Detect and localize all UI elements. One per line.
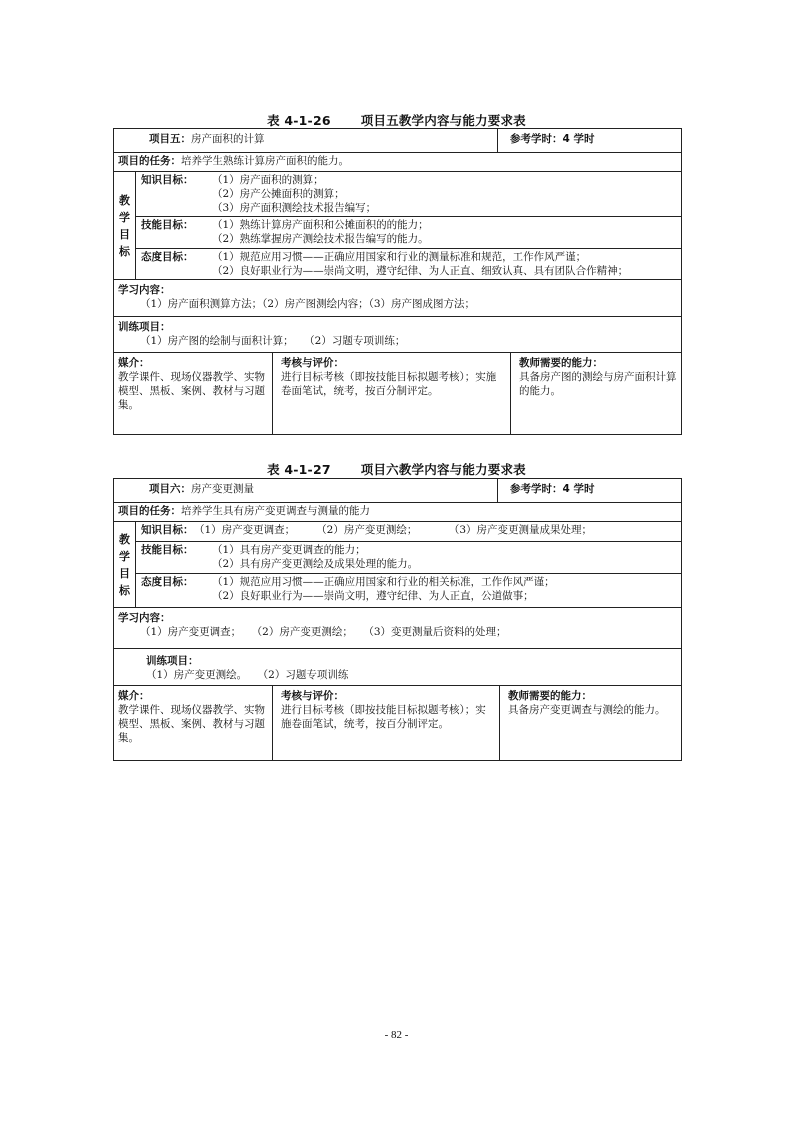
- media-cell: [114, 353, 272, 434]
- content-label: 学习内容：: [118, 284, 171, 296]
- hours-cell: 参考学时：4 学时: [497, 129, 681, 152]
- list-item: （1）房产面积的测算；: [212, 174, 324, 186]
- task-row: [114, 153, 681, 172]
- goals-vertical-label: 教学目标: [114, 522, 136, 607]
- task-label: 项目的任务：: [118, 155, 181, 167]
- list-item: （1）规范应用习惯——正确应用国家和行业的测量标准和规范，工作作风严谨；: [212, 251, 587, 263]
- table-title: 项目五教学内容与能力要求表: [360, 113, 526, 128]
- media-text: 教学课件、现场仪器教学、实物模型、黑板、案例、教材与习题集。: [118, 371, 265, 411]
- eval-label: 考核与评价：: [281, 690, 344, 702]
- goals-vertical-label: 教学目标: [114, 172, 136, 279]
- table-caption: [0, 460, 793, 478]
- skill-items: [212, 542, 681, 573]
- media-label: 媒介：: [118, 357, 150, 369]
- list-item: （2）具有房产变更测绘及成果处理的能力。: [212, 558, 419, 570]
- skill-label: 技能目标：: [141, 219, 194, 231]
- eval-text: 进行目标考核（即按技能目标拟题考核）；实施卷面笔试，统考，按百分制评定。: [281, 704, 486, 730]
- page-number: - 82 -: [384, 1029, 409, 1041]
- goals-row: [114, 522, 681, 608]
- goals-block: [136, 172, 681, 279]
- project-name-cell: [114, 129, 497, 152]
- resources-row: [114, 353, 681, 434]
- project-label: 项目六：: [149, 483, 191, 495]
- knowledge-items: [212, 172, 681, 216]
- eval-text: 进行目标考核（即按技能目标拟题考核）；实施卷面笔试，统考，按百分制评定。: [281, 371, 497, 397]
- list-item: （2）良好职业行为——崇尚文明，遵守纪律、为人正直、细致认真、具有团队合作精神；: [212, 265, 629, 277]
- training-cell: [114, 649, 681, 685]
- training-row: [114, 317, 681, 353]
- media-cell: [114, 686, 272, 760]
- attitude-label: 态度目标：: [141, 251, 194, 263]
- project-name-cell: [114, 479, 497, 502]
- eval-cell: [272, 353, 510, 434]
- project-label: 项目五：: [149, 133, 191, 145]
- project-table: [113, 128, 682, 435]
- knowledge-goal: [136, 522, 681, 542]
- media-label: 媒介：: [118, 690, 150, 702]
- table-number: 表 4-1-27: [267, 462, 331, 477]
- content-label: 学习内容：: [118, 612, 171, 624]
- task-text: 培养学生熟练计算房产面积的能力。: [181, 155, 349, 167]
- content-cell: [114, 280, 681, 316]
- attitude-label: 态度目标：: [141, 576, 194, 588]
- teacher-cell: [510, 353, 681, 434]
- knowledge-goal: [136, 172, 681, 217]
- media-text: 教学课件、现场仪器教学、实物模型、黑板、案例、教材与习题集。: [118, 704, 265, 744]
- content-row: [114, 608, 681, 649]
- eval-cell: [272, 686, 499, 760]
- training-cell: [114, 317, 681, 352]
- attitude-items: [212, 249, 681, 279]
- project-name: 房产面积的计算: [191, 133, 265, 145]
- task-row: [114, 503, 681, 522]
- attitude-goal: [136, 574, 681, 607]
- attitude-items: [212, 574, 681, 607]
- list-item: （3）房产面积测绘技术报告编写；: [212, 202, 377, 214]
- list-item: （1）房产变更调查； （2）房产变更测绘； （3）房产变更测量成果处理；: [194, 524, 593, 536]
- content-text: （1）房产面积测算方法；（2）房产图测绘内容；（3）房产图成图方法；: [140, 298, 476, 310]
- list-item: （2）良好职业行为——崇尚文明，遵守纪律、为人正直，公道做事；: [212, 590, 534, 602]
- training-text: （1）房产图的绘制与面积计算； （2）习题专项训练；: [140, 335, 406, 347]
- attitude-goal: [136, 249, 681, 279]
- teacher-label: 教师需要的能力：: [508, 690, 592, 702]
- resources-row: [114, 686, 681, 760]
- task-label: 项目的任务：: [118, 505, 181, 517]
- project-table: [113, 478, 682, 761]
- list-item: （2）熟练掌握房产测绘技术报告编写的能力。: [212, 233, 429, 245]
- content-text: （1）房产变更调查； （2）房产变更测绘； （3）变更测量后资料的处理；: [140, 626, 507, 638]
- teacher-cell: [499, 686, 681, 760]
- project-header-row: [114, 479, 681, 503]
- training-text: （1）房产变更测绘。 （2）习题专项训练: [146, 669, 349, 681]
- skill-goal: [136, 542, 681, 574]
- training-label: 训练项目：: [118, 321, 171, 333]
- list-item: （2）房产公摊面积的测算；: [212, 188, 345, 200]
- task-cell: [114, 503, 681, 521]
- project-name: 房产变更测量: [191, 483, 254, 495]
- project-header-row: [114, 129, 681, 153]
- hours-cell: 参考学时：4 学时: [497, 479, 681, 502]
- list-item: （1）具有房产变更调查的能力；: [212, 544, 366, 556]
- skill-items: [212, 217, 681, 248]
- training-row: [114, 649, 681, 686]
- goals-block: [136, 522, 681, 607]
- skill-goal: [136, 217, 681, 249]
- knowledge-items: [194, 522, 681, 541]
- knowledge-label: 知识目标：: [141, 524, 194, 536]
- list-item: （1）规范应用习惯——正确应用国家和行业的相关标准，工作作风严谨；: [212, 576, 555, 588]
- training-label: 训练项目：: [146, 655, 199, 667]
- content-row: [114, 280, 681, 317]
- goals-row: [114, 172, 681, 280]
- teacher-text: 具备房产图的测绘与房产面积计算的能力。: [519, 371, 677, 397]
- table-caption: [0, 111, 793, 129]
- list-item: （1）熟练计算房产面积和公摊面积的的能力；: [212, 219, 429, 231]
- table-title: 项目六教学内容与能力要求表: [360, 462, 526, 477]
- knowledge-label: 知识目标：: [141, 174, 194, 186]
- teacher-text: 具备房产变更调查与测绘的能力。: [508, 704, 666, 716]
- task-text: 培养学生具有房产变更调查与测量的能力: [181, 505, 370, 517]
- teacher-label: 教师需要的能力：: [519, 357, 603, 369]
- table-number: 表 4-1-26: [267, 113, 331, 128]
- eval-label: 考核与评价：: [281, 357, 344, 369]
- content-cell: [114, 608, 681, 648]
- task-cell: [114, 153, 681, 171]
- skill-label: 技能目标：: [141, 544, 194, 556]
